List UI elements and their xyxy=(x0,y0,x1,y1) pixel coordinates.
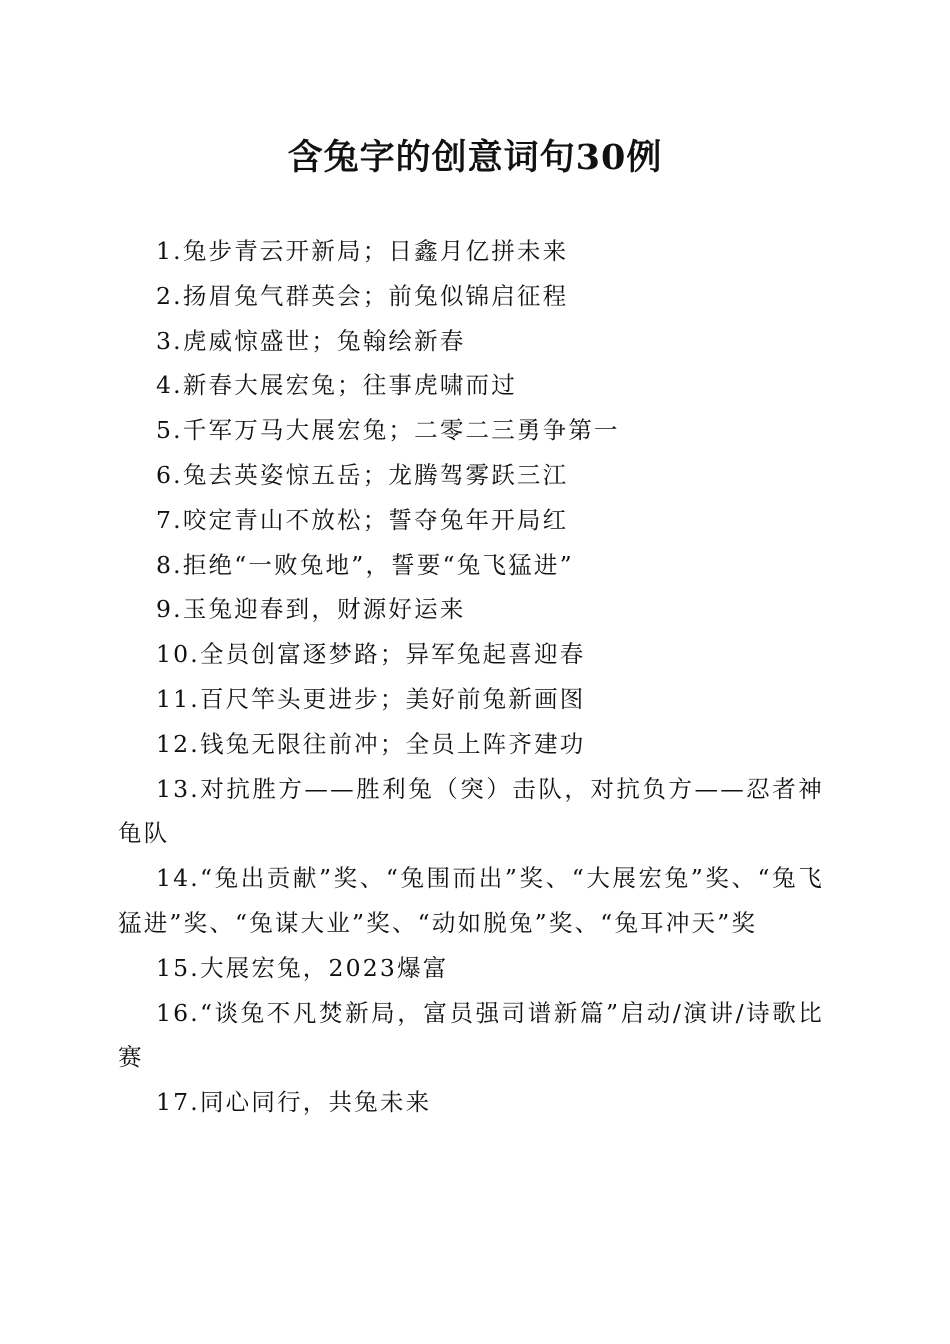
slogan-item-4: 4.新春大展宏兔；往事虎啸而过 xyxy=(156,371,517,400)
slogan-item-3: 3.虎威惊盛世；兔翰绘新春 xyxy=(156,326,466,355)
slogan-item-12: 12.钱兔无限往前冲；全员上阵齐建功 xyxy=(156,729,586,758)
slogan-item-7: 7.咬定青山不放松；誓夺兔年开局红 xyxy=(156,505,569,534)
slogan-item-11: 11.百尺竿头更进步；美好前兔新画图 xyxy=(156,684,586,713)
slogan-item-8: 8.拒绝“一败兔地”，誓要“兔飞猛进” xyxy=(156,550,574,579)
slogan-item-5: 5.千军万马大展宏兔；二零二三勇争第一 xyxy=(156,416,620,445)
slogan-list xyxy=(118,229,824,1125)
slogan-item-16: 16.“谈兔不凡焚新局，富员强司谱新篇”启动/演讲/诗歌比赛 xyxy=(118,998,824,1072)
slogan-item-6: 6.兔去英姿惊五岳；龙腾驾雾跃三江 xyxy=(156,460,569,489)
slogan-item-15: 15.大展宏兔，2023爆富 xyxy=(156,953,449,982)
slogan-item-9: 9.玉兔迎春到，财源好运来 xyxy=(156,595,466,624)
slogan-item-17: 17.同心同行，共兔未来 xyxy=(156,1088,432,1117)
slogan-item-14: 14.“兔出贡献”奖、“兔围而出”奖、“大展宏兔”奖、“兔飞猛进”奖、“兔谋大业”奖、“动如脱兔”奖、“兔耳冲天”奖 xyxy=(118,864,824,937)
document-title: 含兔字的创意词句30例 xyxy=(287,137,663,178)
slogan-item-2: 2.扬眉兔气群英会；前兔似锦启征程 xyxy=(156,281,569,310)
slogan-item-1: 1.兔步青云开新局；日鑫月亿拼未来 xyxy=(156,237,569,265)
slogan-item-13: 13.对抗胜方——胜利兔（突）击队，对抗负方——忍者神龟队 xyxy=(118,774,824,848)
slogan-item-10: 10.全员创富逐梦路；异军兔起喜迎春 xyxy=(156,640,586,669)
